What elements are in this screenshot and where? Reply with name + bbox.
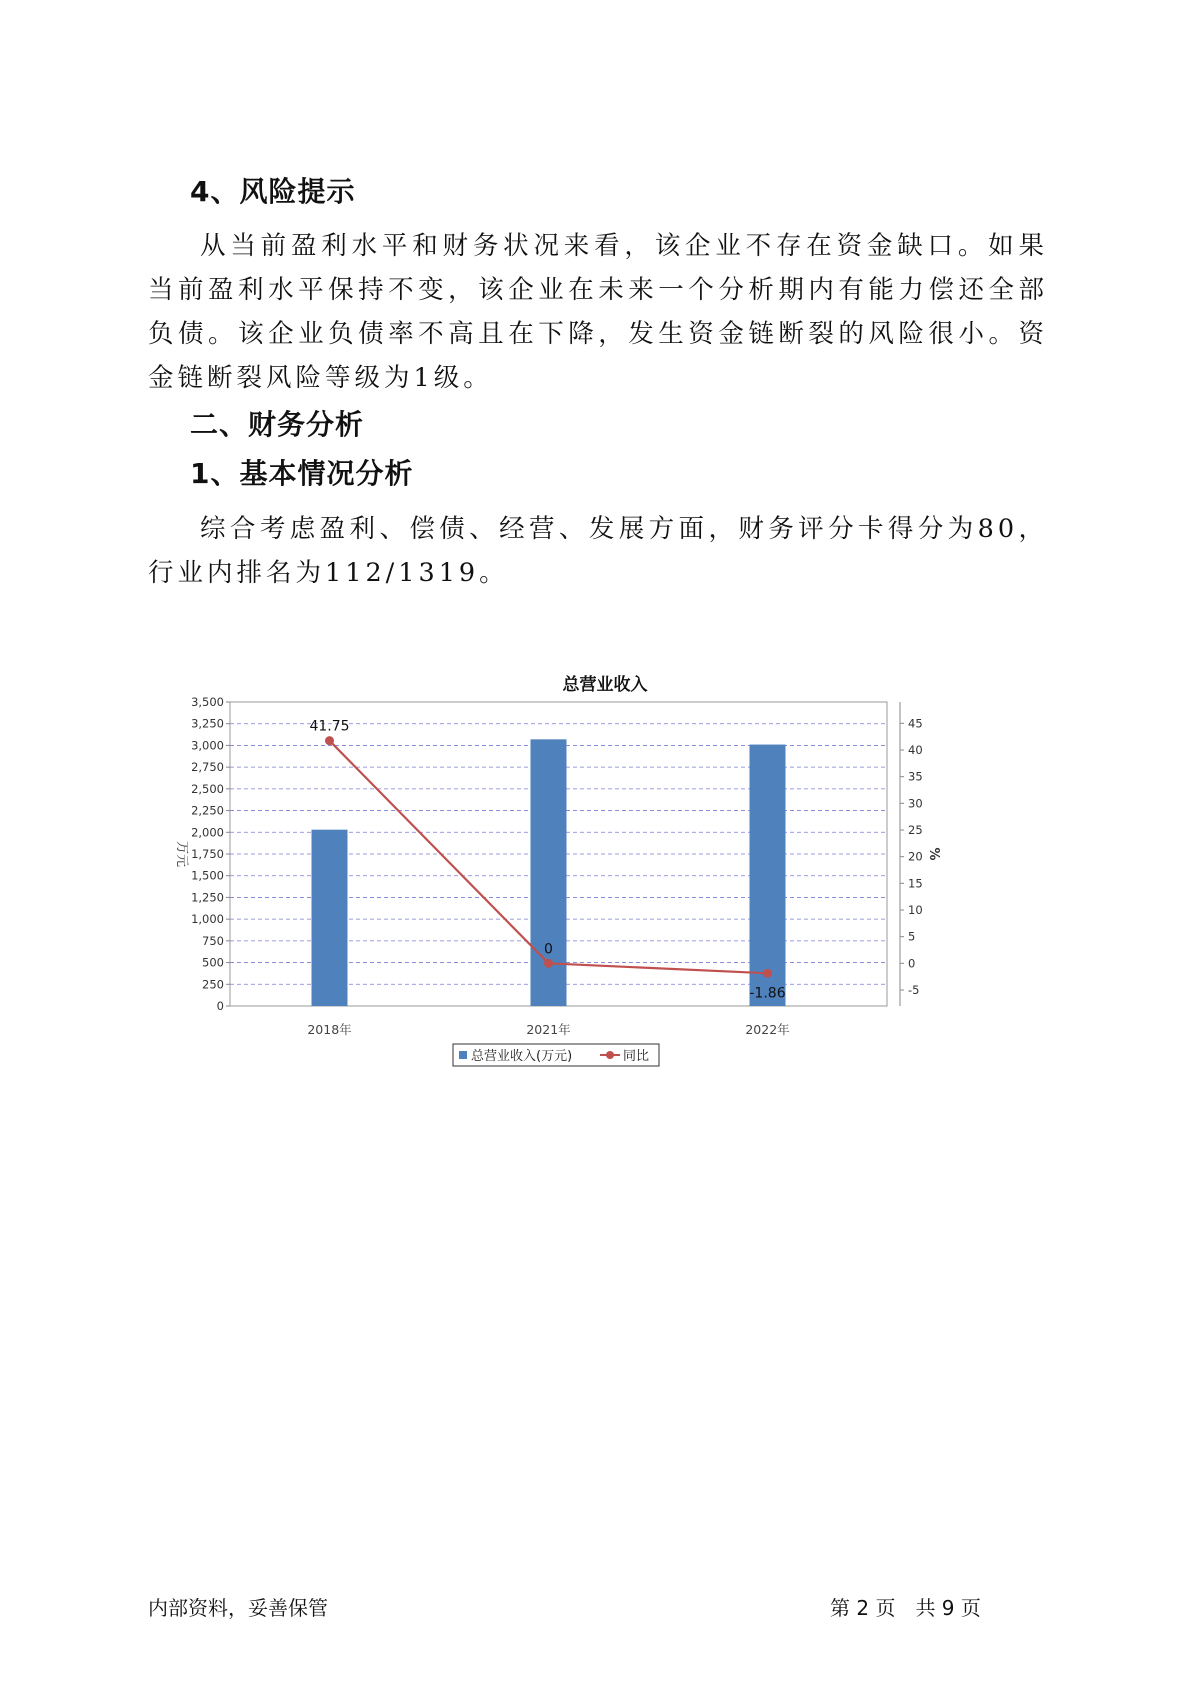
chart-title: 总营业收入 bbox=[562, 675, 648, 695]
y-tick-label: 1,000 bbox=[191, 912, 224, 927]
legend-line-label: 同比 bbox=[623, 1049, 650, 1064]
y-tick-label: 1,250 bbox=[191, 890, 224, 905]
y-tick-label: 3,500 bbox=[191, 695, 224, 709]
y-tick-label: 2,500 bbox=[191, 781, 224, 796]
y2-tick-label: 15 bbox=[908, 876, 923, 891]
y2-tick-label: 5 bbox=[908, 929, 916, 944]
legend-line-marker bbox=[606, 1051, 614, 1059]
yoy-data-label: 41.75 bbox=[309, 718, 350, 735]
footer-page-number: 第 2 页 共 9 页 bbox=[830, 1596, 981, 1620]
y2-tick-label: 30 bbox=[908, 796, 923, 811]
y-tick-label: 500 bbox=[202, 955, 224, 970]
y-tick-label: 3,000 bbox=[191, 738, 224, 753]
y-tick-label: 2,250 bbox=[191, 803, 224, 818]
yoy-data-label: -1.86 bbox=[749, 985, 786, 1002]
y2-axis-label: % bbox=[926, 847, 941, 861]
footer-confidential: 内部资料，妥善保管 bbox=[148, 1596, 328, 1620]
section-heading-risk: 4、风险提示 bbox=[190, 175, 356, 208]
revenue-bar bbox=[312, 830, 348, 1006]
x-tick-label: 2021年 bbox=[526, 1022, 571, 1037]
risk-paragraph: 从当前盈利水平和财务状况来看，该企业不存在资金缺口。如果当前盈利水平保持不变，该企业在未来一个分析期内有能力偿还全部负债。该企业负债率不高且在下降，发生资金链断裂的风险很小。资金链断裂风险等级为1级。 bbox=[148, 231, 1048, 393]
y2-tick-label: 10 bbox=[908, 903, 923, 917]
section-heading-finance: 二、财务分析 bbox=[190, 408, 365, 441]
y2-tick-label: 0 bbox=[908, 956, 916, 971]
yoy-data-label: 0 bbox=[544, 941, 553, 958]
y-tick-label: 1,500 bbox=[191, 868, 224, 883]
y2-tick-label: 25 bbox=[908, 823, 923, 837]
revenue-chart bbox=[170, 660, 1040, 1120]
chart-svg bbox=[170, 660, 1040, 1120]
yoy-point bbox=[325, 736, 334, 745]
y-tick-label: 0 bbox=[216, 999, 224, 1013]
finance-paragraph: 综合考虑盈利、偿债、经营、发展方面，财务评分卡得分为80，行业内排名为112/1319。 bbox=[148, 514, 1048, 588]
y-tick-label: 2,000 bbox=[191, 825, 224, 840]
yoy-point bbox=[544, 959, 553, 968]
subsection-heading-basic: 1、基本情况分析 bbox=[190, 457, 414, 490]
y-tick-label: 2,750 bbox=[191, 760, 224, 775]
legend-bar-label: 总营业收入(万元) bbox=[471, 1049, 573, 1064]
y2-tick-label: -5 bbox=[908, 983, 920, 997]
x-tick-label: 2018年 bbox=[307, 1022, 352, 1037]
y2-tick-label: 45 bbox=[908, 716, 923, 731]
y2-tick-label: 20 bbox=[908, 849, 923, 864]
x-tick-label: 2022年 bbox=[745, 1022, 790, 1037]
yoy-point bbox=[763, 969, 772, 978]
y-tick-label: 3,250 bbox=[191, 716, 224, 731]
y2-tick-label: 35 bbox=[908, 769, 923, 784]
y2-tick-label: 40 bbox=[908, 743, 923, 757]
y-tick-label: 250 bbox=[202, 977, 224, 992]
revenue-bar bbox=[750, 745, 786, 1006]
legend-bar-swatch bbox=[459, 1051, 467, 1059]
y-tick-label: 1,750 bbox=[191, 847, 224, 861]
y-axis-label: 万元 bbox=[174, 840, 189, 868]
y-tick-label: 750 bbox=[202, 933, 224, 948]
